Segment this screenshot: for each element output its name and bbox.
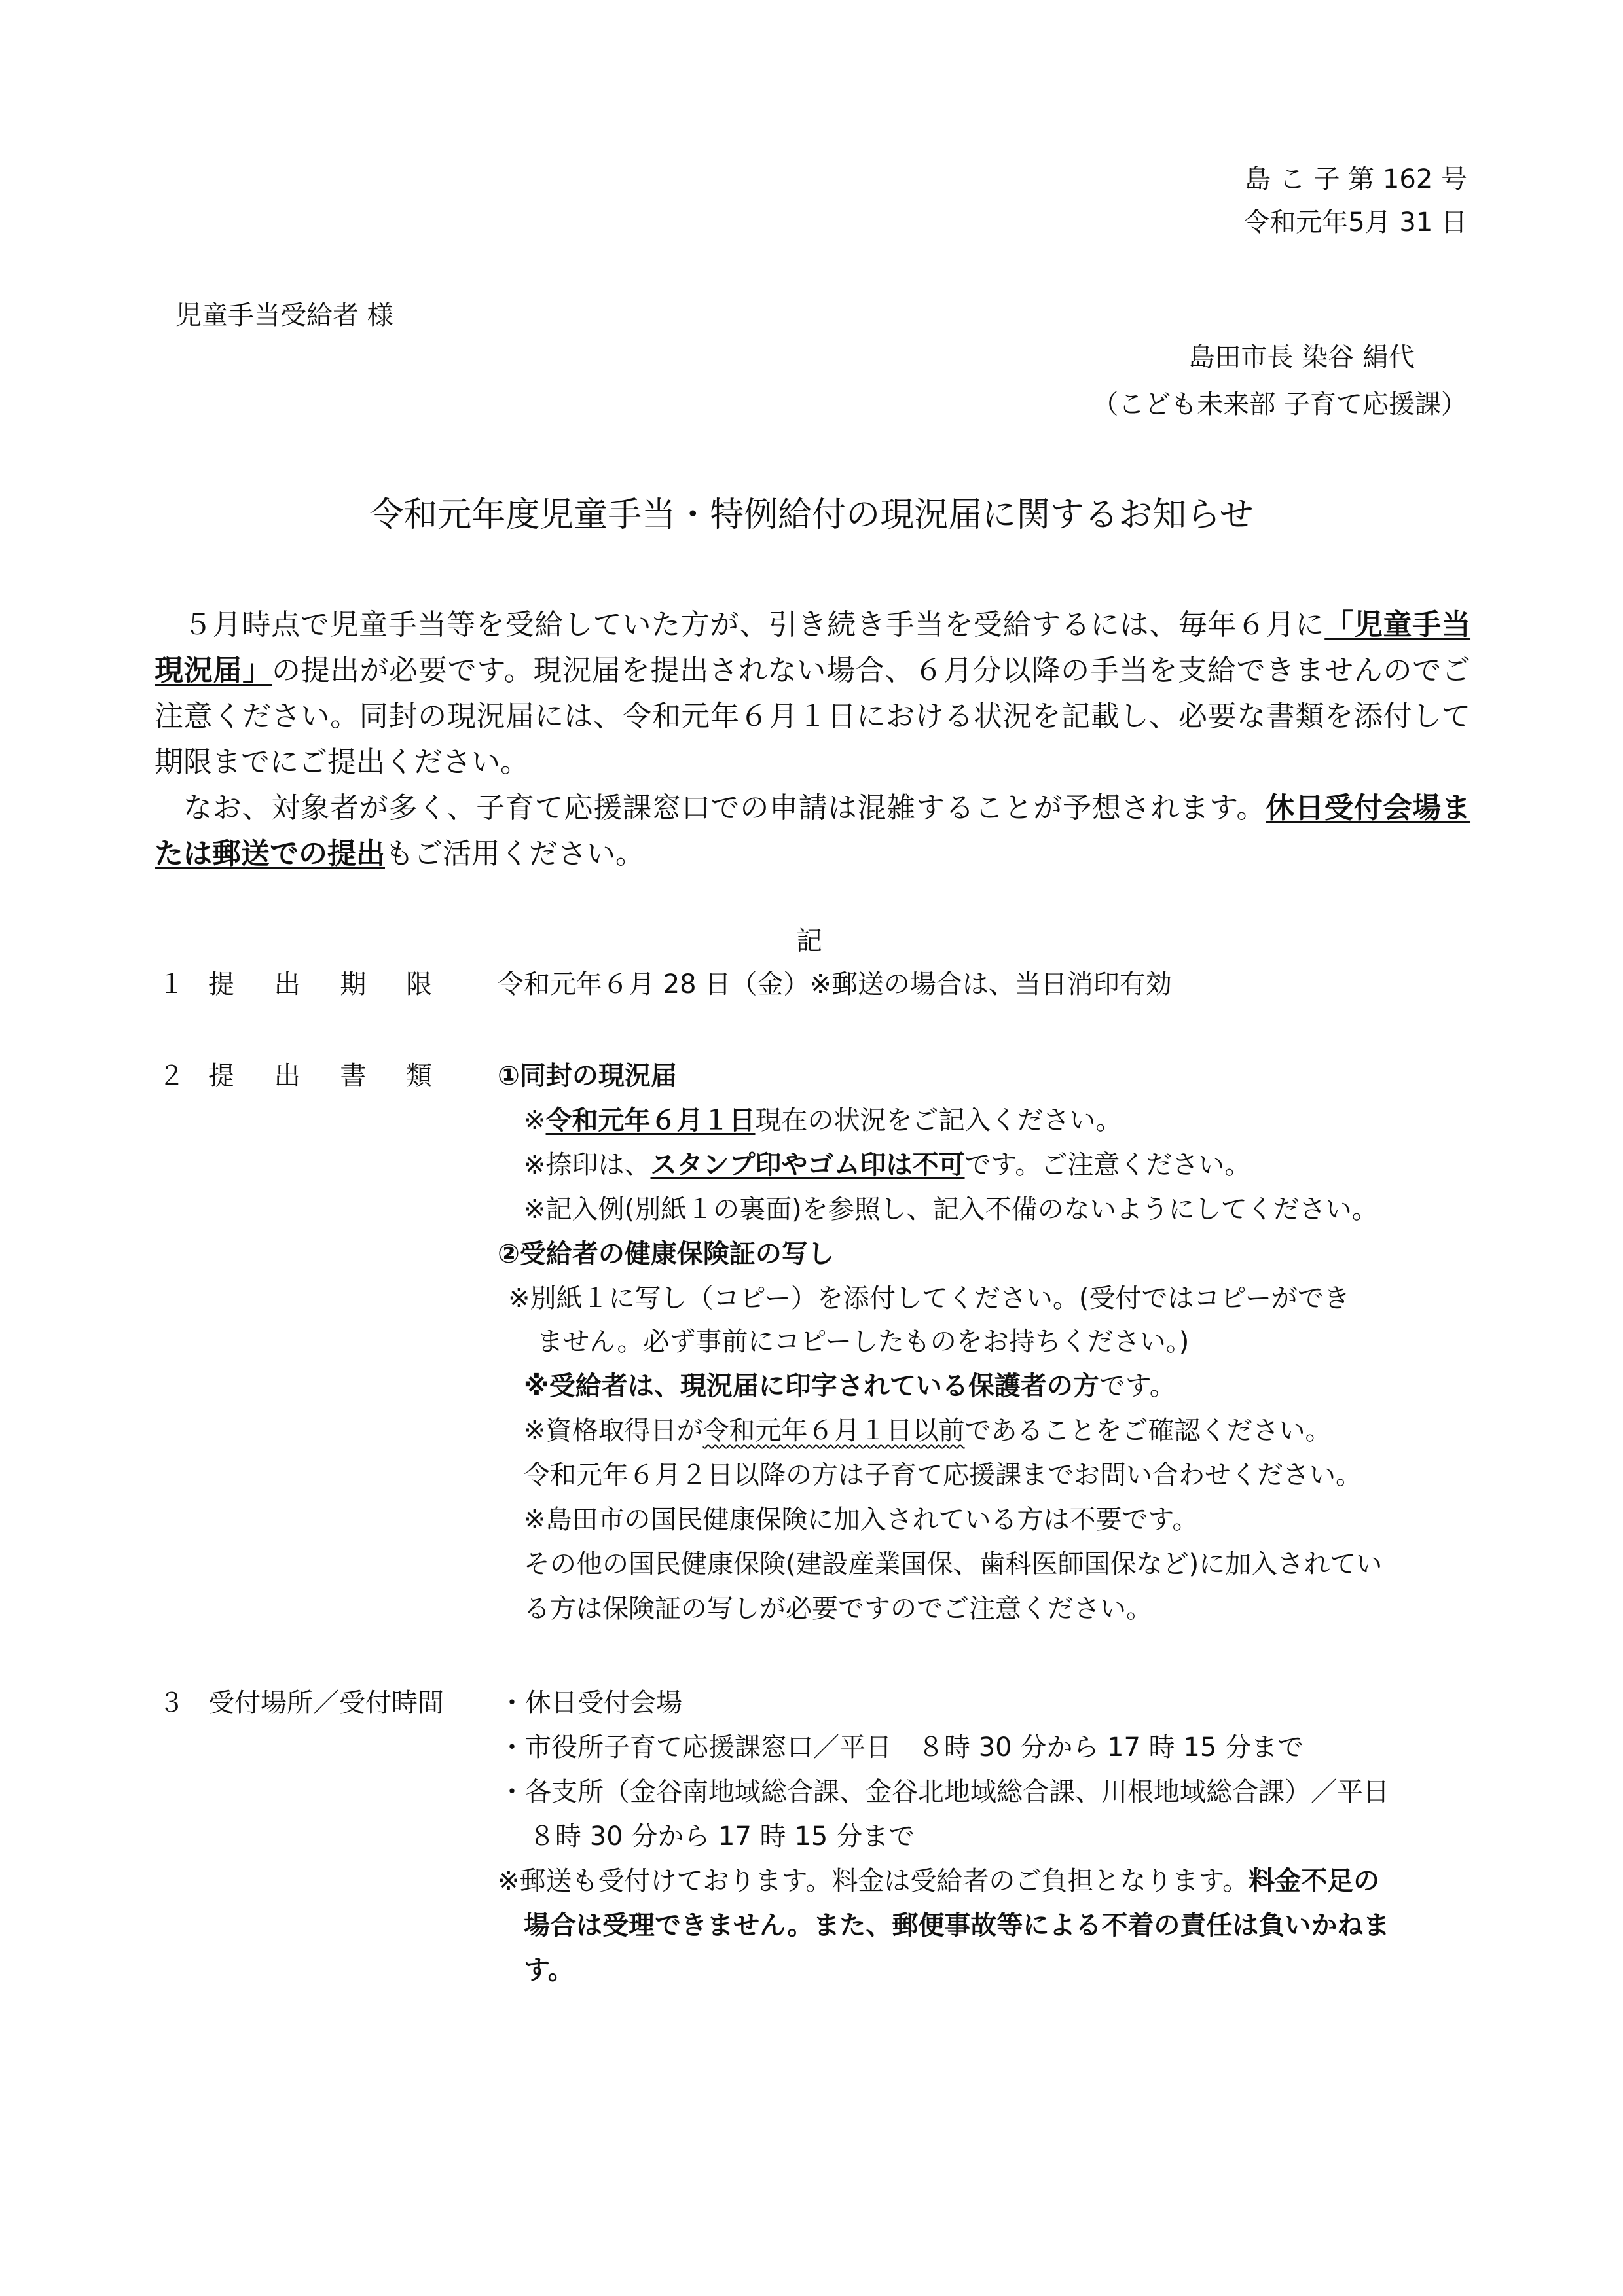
- item-2-note-4-line-1: ※別紙１に写し（コピー）を添付してください。(受付ではコピーができ: [508, 1283, 1350, 1314]
- item-3-bullet-3-line-2: ８時 30 分から 17 時 15 分まで: [529, 1821, 915, 1852]
- item-3-number: ３: [158, 1688, 185, 1718]
- intro-p1-emphasis: 「児童手当現況届」: [155, 608, 1471, 687]
- note-1-suffix: 現在の状況をご記入ください。: [755, 1105, 1122, 1136]
- intro-p1-text-a: ５月時点で児童手当等を受給していた方が、引き続き手当を受給するには、毎年６月に: [183, 608, 1325, 641]
- item-3-label: 受付場所／受付時間: [208, 1688, 444, 1718]
- item-2-note-6: [524, 1412, 1332, 1449]
- item-3-bullet-1: ・休日受付会場: [499, 1688, 682, 1718]
- item-3-mail-note-line-3: す。: [524, 1955, 574, 1985]
- item-2-note-2: [524, 1147, 1250, 1183]
- note-6-emphasis: 令和元年６月１日以前: [702, 1416, 965, 1446]
- document-title: 令和元年度児童手当・特例給付の現況届に関するお知らせ: [369, 495, 1254, 535]
- sender-department: （こども未来部 子育て応援課）: [1092, 389, 1467, 420]
- recipient: 児童手当受給者 様: [175, 300, 393, 331]
- item-3-bullet-3-line-1: ・各支所（金谷南地域総合課、金谷北地域総合課、川根地域総合課）／平日: [499, 1777, 1389, 1807]
- item-2-note-9-line-1: その他の国民健康保険(建設産業国保、歯科医師国保など)に加入されてい: [524, 1549, 1383, 1579]
- item-2-sub2-title: ②受給者の健康保険証の写し: [498, 1239, 834, 1269]
- intro-paragraph-2: [155, 785, 1470, 877]
- note-2-prefix: ※捺印は、: [524, 1150, 651, 1180]
- ki-heading: 記: [796, 926, 822, 956]
- item-2-number: ２: [158, 1061, 185, 1091]
- item-3-mail-note-line-1: [498, 1863, 1379, 1899]
- item-2-note-7: 令和元年６月２日以降の方は子育て応援課までお問い合わせください。: [524, 1460, 1362, 1490]
- item-1-label: 提 出 期 限: [208, 969, 448, 999]
- intro-p1-text-b: の提出が必要です。現況届を提出されない場合、６月分以降の手当を支給できませんのでご注意ください。同封の現況届には、令和元年６月１日における状況を記載し、必要な書類を添付して期限までにご提出ください。: [155, 654, 1470, 779]
- document-number: 島 こ 子 第 162 号: [1245, 164, 1467, 194]
- intro-p2-emphasis: 休日受付会場または郵送での提出: [155, 791, 1471, 870]
- item-2-note-1: [524, 1102, 1122, 1139]
- item-2-label: 提 出 書 類: [208, 1061, 448, 1091]
- item-2-note-9-line-2: る方は保険証の写しが必要ですのでご注意ください。: [524, 1594, 1152, 1624]
- note-2-emphasis: スタンプ印やゴム印は不可: [650, 1150, 965, 1180]
- document-date: 令和元年5月 31 日: [1243, 207, 1467, 238]
- item-1-value: 令和元年６月 28 日（金）※郵送の場合は、当日消印有効: [498, 969, 1172, 999]
- mail-note-emphasis-1: 料金不足の: [1249, 1866, 1380, 1896]
- item-1-number: １: [158, 969, 185, 999]
- note-6-prefix: ※資格取得日が: [524, 1416, 703, 1446]
- item-2-note-3: ※記入例(別紙１の裏面)を参照し、記入不備のないようにしてください。: [524, 1194, 1378, 1225]
- intro-p2-text-b: もご活用ください。: [385, 837, 644, 870]
- item-2-note-4-line-2: ません。必ず事前にコピーしたものをお持ちください。): [537, 1327, 1190, 1357]
- intro-p2-text-a: なお、対象者が多く、子育て応援課窓口での申請は混雑することが予想されます。: [183, 791, 1266, 825]
- item-3-bullet-2: ・市役所子育て応援課窓口／平日 ８時 30 分から 17 時 15 分まで: [499, 1732, 1304, 1763]
- note-6-suffix: であることをご確認ください。: [964, 1416, 1332, 1446]
- note-1-prefix: ※: [524, 1105, 546, 1136]
- mail-note-text: ※郵送も受付けております。料金は受給者のご負担となります。: [498, 1866, 1249, 1896]
- note-2-suffix: です。ご注意ください。: [964, 1150, 1251, 1180]
- item-2-note-5: [524, 1368, 1176, 1405]
- note-5-suffix: です。: [1099, 1371, 1176, 1401]
- sender-name: 島田市長 染谷 絹代: [1188, 342, 1415, 372]
- note-5-emphasis: ※受給者は、現況届に印字されている保護者の方: [524, 1371, 1099, 1401]
- item-2-note-8: ※島田市の国民健康保険に加入されている方は不要です。: [524, 1505, 1199, 1535]
- intro-paragraph-1: [155, 602, 1470, 785]
- note-1-emphasis: 令和元年６月１日: [545, 1105, 756, 1136]
- item-3-mail-note-line-2: 場合は受理できません。また、郵便事故等による不着の責任は負いかねま: [524, 1910, 1390, 1941]
- item-2-sub1-title: ①同封の現況届: [498, 1061, 677, 1091]
